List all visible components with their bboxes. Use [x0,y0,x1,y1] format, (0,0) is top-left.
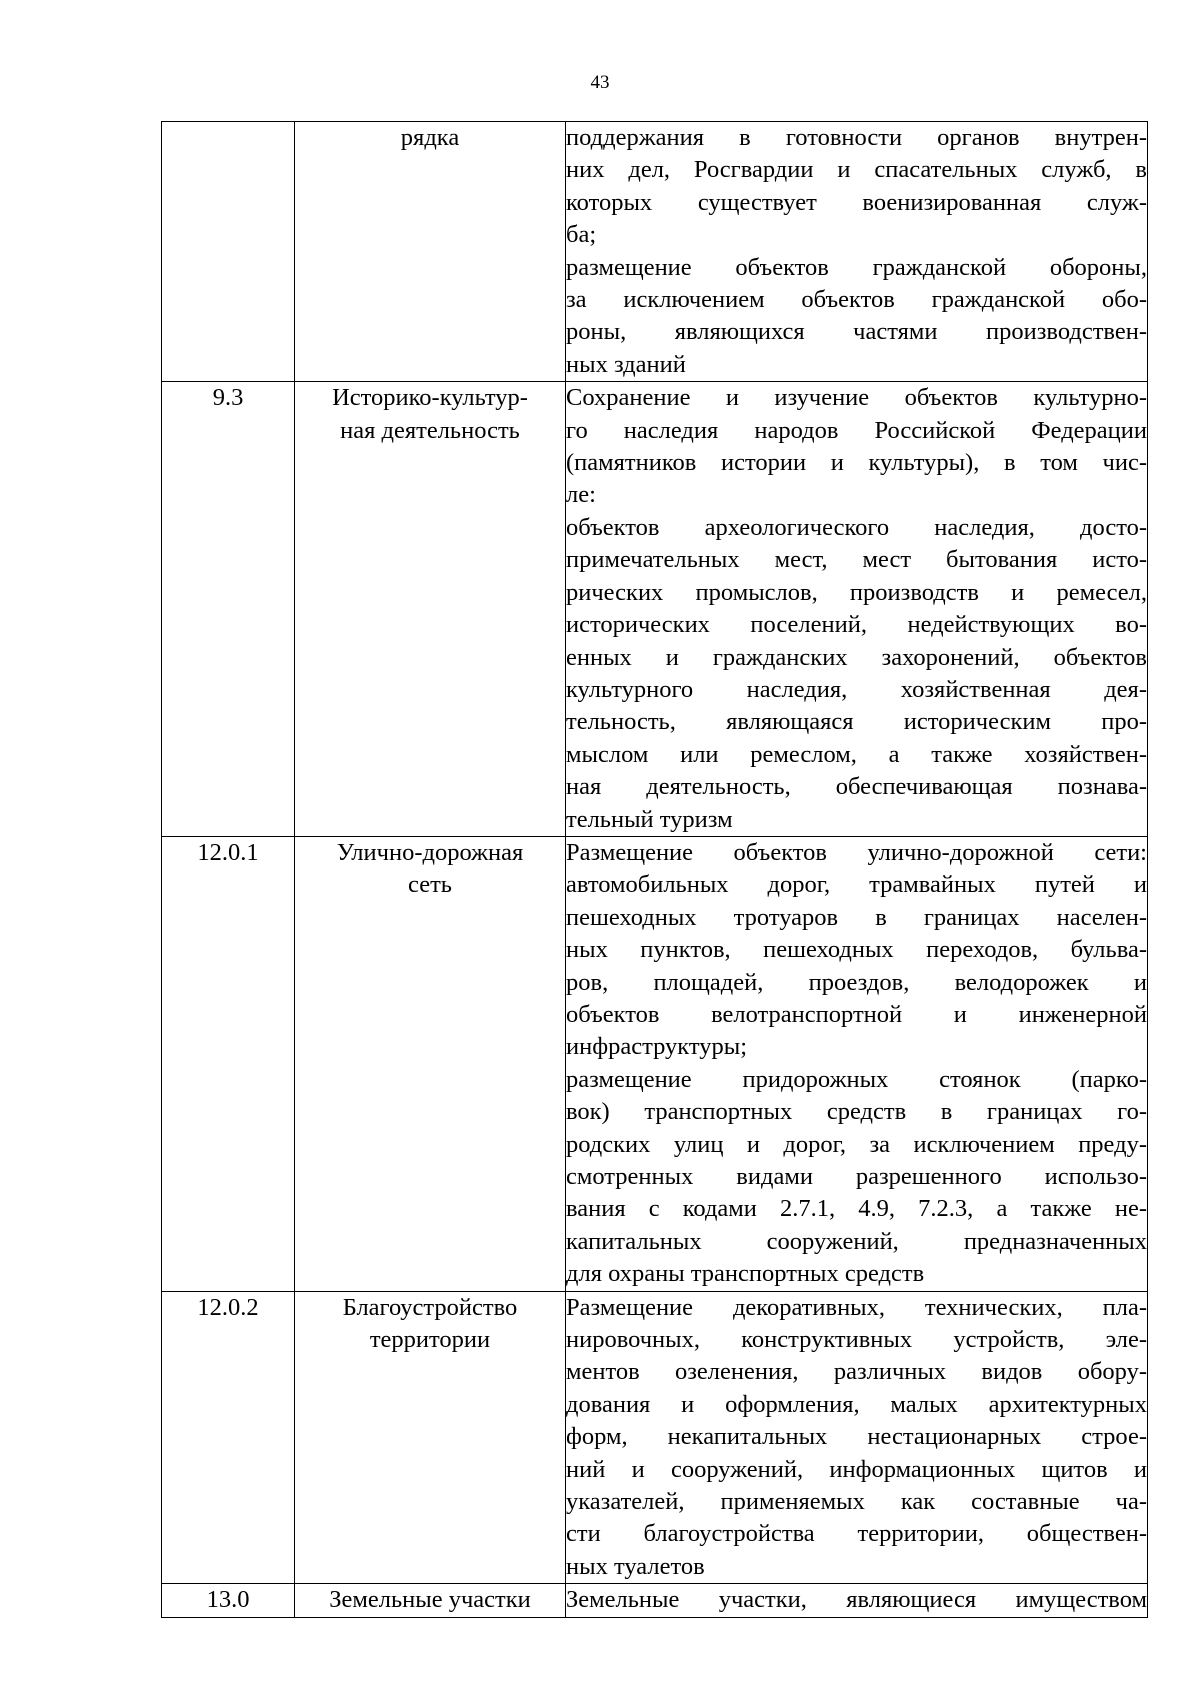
description-line: вания с кодами 2.7.1, 4.9, 7.2.3, а также не- [566,1195,1147,1223]
use-code-cell: 12.0.1 [162,836,295,1291]
description-line: Размещение объектов улично-дорожной сети: [566,838,1147,866]
table-row [162,1584,1148,1617]
description-line: роны, являющихся частями производствен- [566,318,1147,346]
use-name-line: Улично-дорожная [336,838,524,866]
description-line: объектов велотранспортной и инженерной [566,1000,1147,1028]
use-description-cell [566,122,1148,382]
description-line: ментов озеленения, различных видов обору- [566,1358,1147,1386]
description-line: тельный туризм [566,805,733,833]
use-description-cell [566,1584,1148,1617]
use-code-cell: 13.0 [162,1584,295,1617]
use-description-cell [566,836,1148,1291]
use-name-cell [295,1291,566,1584]
description-line: ле: [566,481,596,509]
description-line: автомобильных дорог, трамвайных путей и [566,871,1147,899]
use-name-line: сеть [408,871,452,899]
use-name-line: Земельные участки [329,1586,531,1614]
description-line: Сохранение и изучение объектов культурно- [566,384,1147,412]
description-line: размещение придорожных стоянок (парко- [566,1065,1147,1093]
description-line: них дел, Росгвардии и спасательных служб, в [566,156,1147,184]
description-line: го наследия народов Российской Федерации [566,416,1147,444]
description-line: енных и гражданских захоронений, объектов [566,643,1147,671]
description-line: смотренных видами разрешенного использо- [566,1163,1147,1190]
description-line: поддержания в готовности органов внутрен- [566,124,1147,151]
description-line: указателей, применяемых как составные ча- [566,1488,1147,1516]
description-line: пешеходных тротуаров в границах населен- [566,903,1147,931]
use-name-cell [295,122,566,382]
description-line: за исключением объектов гражданской обо- [566,286,1147,314]
page-number: 43 [590,72,610,93]
description-line: для охраны транспортных средств [566,1260,925,1288]
description-line: (памятников истории и культуры), в том чис- [566,449,1147,477]
description-line: ных пунктов, пешеходных переходов, бульва- [566,936,1147,964]
description-line: капитальных сооружений, предназначенных [566,1227,1147,1255]
use-name-cell [295,382,566,837]
use-code-cell: 12.0.2 [162,1291,295,1584]
description-line: мыслом или ремеслом, а также хозяйствен- [566,740,1147,768]
description-line: ба; [566,221,597,249]
description-line: форм, некапитальных нестационарных строе- [566,1423,1147,1451]
use-description-cell [566,1291,1148,1584]
description-line: тельность, являющаяся историческим про- [566,708,1147,736]
use-name-line: рядка [400,124,460,151]
description-line: сти благоустройства территории, обществен- [566,1520,1147,1548]
description-line: родских улиц и дорог, за исключением преду- [566,1130,1147,1158]
use-name-line: Историко-культур- [332,384,528,412]
use-name-cell [295,1584,566,1617]
description-line: вок) транспортных средств в границах го- [566,1098,1147,1126]
table-body [162,122,1148,1618]
description-line: ний и сооружений, информационных щитов и [566,1455,1147,1483]
description-line: дования и оформления, малых архитектурных [566,1390,1147,1418]
description-line: Земельные участки, являющиеся имуществом [566,1586,1147,1614]
table-row [162,836,1148,1291]
use-code-cell: 9.3 [162,382,295,837]
description-line: объектов археологического наследия, досто- [566,513,1147,541]
land-use-table [161,121,1148,1618]
use-name-cell [295,836,566,1291]
description-line: культурного наследия, хозяйственная дея- [566,675,1147,703]
description-line: размещение объектов гражданской обороны, [566,253,1147,281]
description-line: ных зданий [566,350,686,378]
description-line: примечательных мест, мест бытования исто- [566,546,1147,574]
table-row [162,382,1148,837]
table-row [162,122,1148,382]
use-name-line: Благоустройство [342,1293,518,1321]
description-line: рических промыслов, производств и ремесел, [566,578,1147,606]
description-line: нировочных, конструктивных устройств, эле- [566,1326,1147,1354]
use-description-cell [566,382,1148,837]
table-row [162,1291,1148,1584]
description-line: инфраструктуры; [566,1033,748,1061]
use-name-line: территории [369,1326,491,1354]
description-line: ных туалетов [566,1552,705,1580]
use-code-cell [162,122,295,382]
description-line: ная деятельность, обеспечивающая познава- [566,773,1147,801]
description-line: ров, площадей, проездов, велодорожек и [566,968,1147,996]
use-name-line: ная деятельность [340,416,520,444]
description-line: которых существует военизированная служ- [566,188,1147,216]
description-line: исторических поселений, недействующих во- [566,611,1147,639]
description-line: Размещение декоративных, технических, пла- [566,1293,1147,1321]
